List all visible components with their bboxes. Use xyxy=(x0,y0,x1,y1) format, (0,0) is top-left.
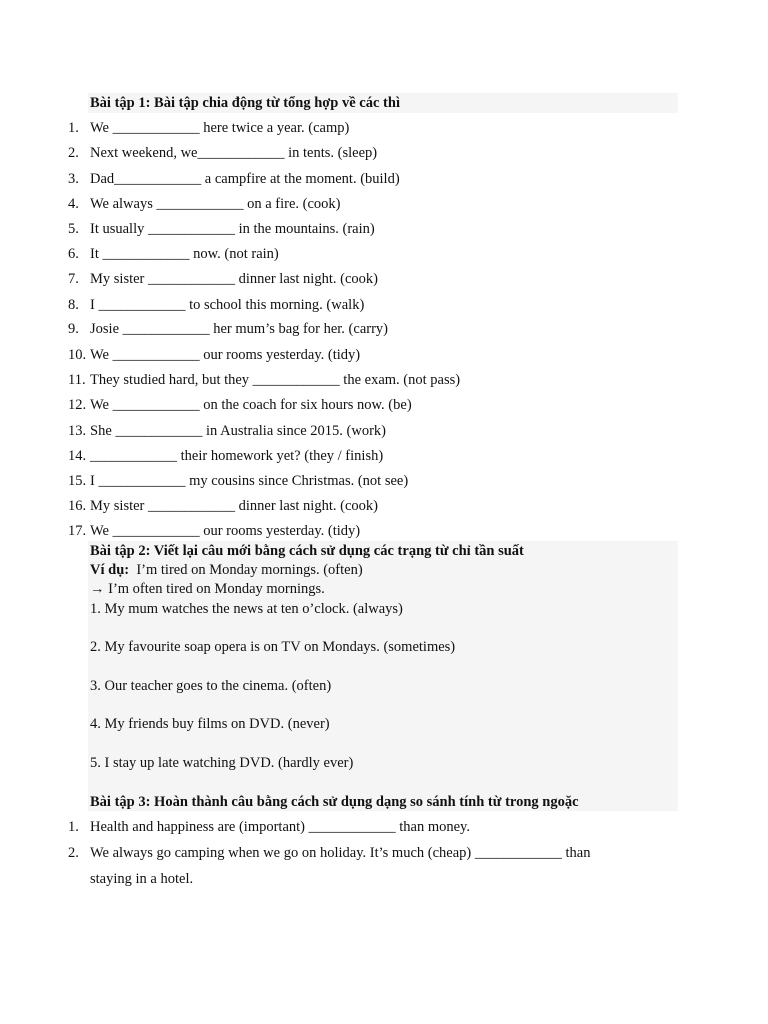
item-text: We ____________ on the coach for six hours now. (be) xyxy=(90,397,412,413)
list-item xyxy=(68,271,378,288)
item-number: 8. xyxy=(68,297,79,313)
list-item xyxy=(68,321,388,338)
item-number: 10. xyxy=(68,347,87,363)
item-text: It ____________ now. (not rain) xyxy=(90,246,279,262)
list-item xyxy=(68,423,386,440)
example-text: I’m tired on Monday mornings. (often) xyxy=(129,562,363,578)
list-item xyxy=(68,246,279,263)
item-number: 14. xyxy=(68,448,87,464)
exercise3-title: Bài tập 3: Hoàn thành câu bằng cách sử dụng dạng so sánh tính từ trong ngoặc xyxy=(90,794,579,810)
item-text: We ____________ our rooms yesterday. (tidy) xyxy=(90,347,361,363)
list-item xyxy=(68,347,360,364)
item-number: 17. xyxy=(68,523,87,539)
list-item xyxy=(68,473,408,490)
item-number: 6. xyxy=(68,246,79,262)
item-text: She ____________ in Australia since 2015. (work) xyxy=(90,423,387,439)
list-item xyxy=(68,819,470,836)
list-item xyxy=(68,120,349,137)
item-text: It usually ____________ in the mountains. (rain) xyxy=(90,221,375,237)
item-number: 2. xyxy=(68,845,79,861)
list-item xyxy=(68,171,400,188)
exercise2-item: 2. My favourite soap opera is on TV on Mondays. (sometimes) xyxy=(90,639,456,655)
item-number: 7. xyxy=(68,271,79,287)
item-number: 5. xyxy=(68,221,79,237)
item-text: My sister ____________ dinner last night. (cook) xyxy=(90,498,378,514)
item-text: We always ____________ on a fire. (cook) xyxy=(90,196,341,212)
list-item xyxy=(68,145,377,162)
item-number: 11. xyxy=(68,372,86,388)
item-text: I ____________ to school this morning. (walk) xyxy=(90,297,365,313)
item-number: 9. xyxy=(68,321,79,337)
item-number: 2. xyxy=(68,145,79,161)
exercise2-item: 5. I stay up late watching DVD. (hardly ever) xyxy=(90,755,354,771)
item-number: 3. xyxy=(68,171,79,187)
item-number: 1. xyxy=(68,819,79,835)
item-text: Health and happiness are (important) ____________ than money. xyxy=(90,819,470,835)
list-item xyxy=(68,397,412,414)
list-item xyxy=(68,498,378,515)
item-text: We ____________ here twice a year. (camp) xyxy=(90,120,350,136)
exercise2-title: Bài tập 2: Viết lại câu mới bằng cách sử dụng các trạng từ chỉ tần suất xyxy=(90,543,524,559)
list-item-continuation: staying in a hotel. xyxy=(90,871,194,887)
exercise1-title: Bài tập 1: Bài tập chia động từ tổng hợp về các thì xyxy=(90,95,400,111)
list-item xyxy=(68,297,364,314)
list-item xyxy=(68,196,341,213)
item-text: ____________ their homework yet? (they / finish) xyxy=(90,448,384,464)
item-text: My sister ____________ dinner last night. (cook) xyxy=(90,271,378,287)
item-number: 13. xyxy=(68,423,87,439)
item-text: Josie ____________ her mum’s bag for her. (carry) xyxy=(90,321,388,337)
exercise2-item: 3. Our teacher goes to the cinema. (often) xyxy=(90,678,332,694)
exercise2-item: 1. My mum watches the news at ten o’clock. (always) xyxy=(90,601,403,617)
item-number: 1. xyxy=(68,120,79,136)
example-line xyxy=(90,562,363,579)
item-number: 15. xyxy=(68,473,87,489)
list-item xyxy=(68,523,360,540)
list-item xyxy=(68,372,460,389)
item-text: We ____________ our rooms yesterday. (tidy) xyxy=(90,523,361,539)
list-item xyxy=(68,448,383,465)
item-number: 4. xyxy=(68,196,79,212)
item-text: They studied hard, but they ____________ the exam. (not pass) xyxy=(90,372,461,388)
item-number: 12. xyxy=(68,397,87,413)
item-text: Next weekend, we____________ in tents. (sleep) xyxy=(90,145,378,161)
item-text: We always go camping when we go on holiday. It’s much (cheap) ____________ than xyxy=(90,845,591,861)
item-number: 16. xyxy=(68,498,87,514)
item-text: I ____________ my cousins since Christmas. (not see) xyxy=(90,473,409,489)
exercise2-item: 4. My friends buy films on DVD. (never) xyxy=(90,716,330,732)
item-text: Dad____________ a campfire at the moment. (build) xyxy=(90,171,400,187)
list-item xyxy=(68,845,590,862)
example-answer: → I’m often tired on Monday mornings. xyxy=(90,581,325,597)
list-item xyxy=(68,221,375,238)
example-label: Ví dụ: xyxy=(90,562,130,578)
